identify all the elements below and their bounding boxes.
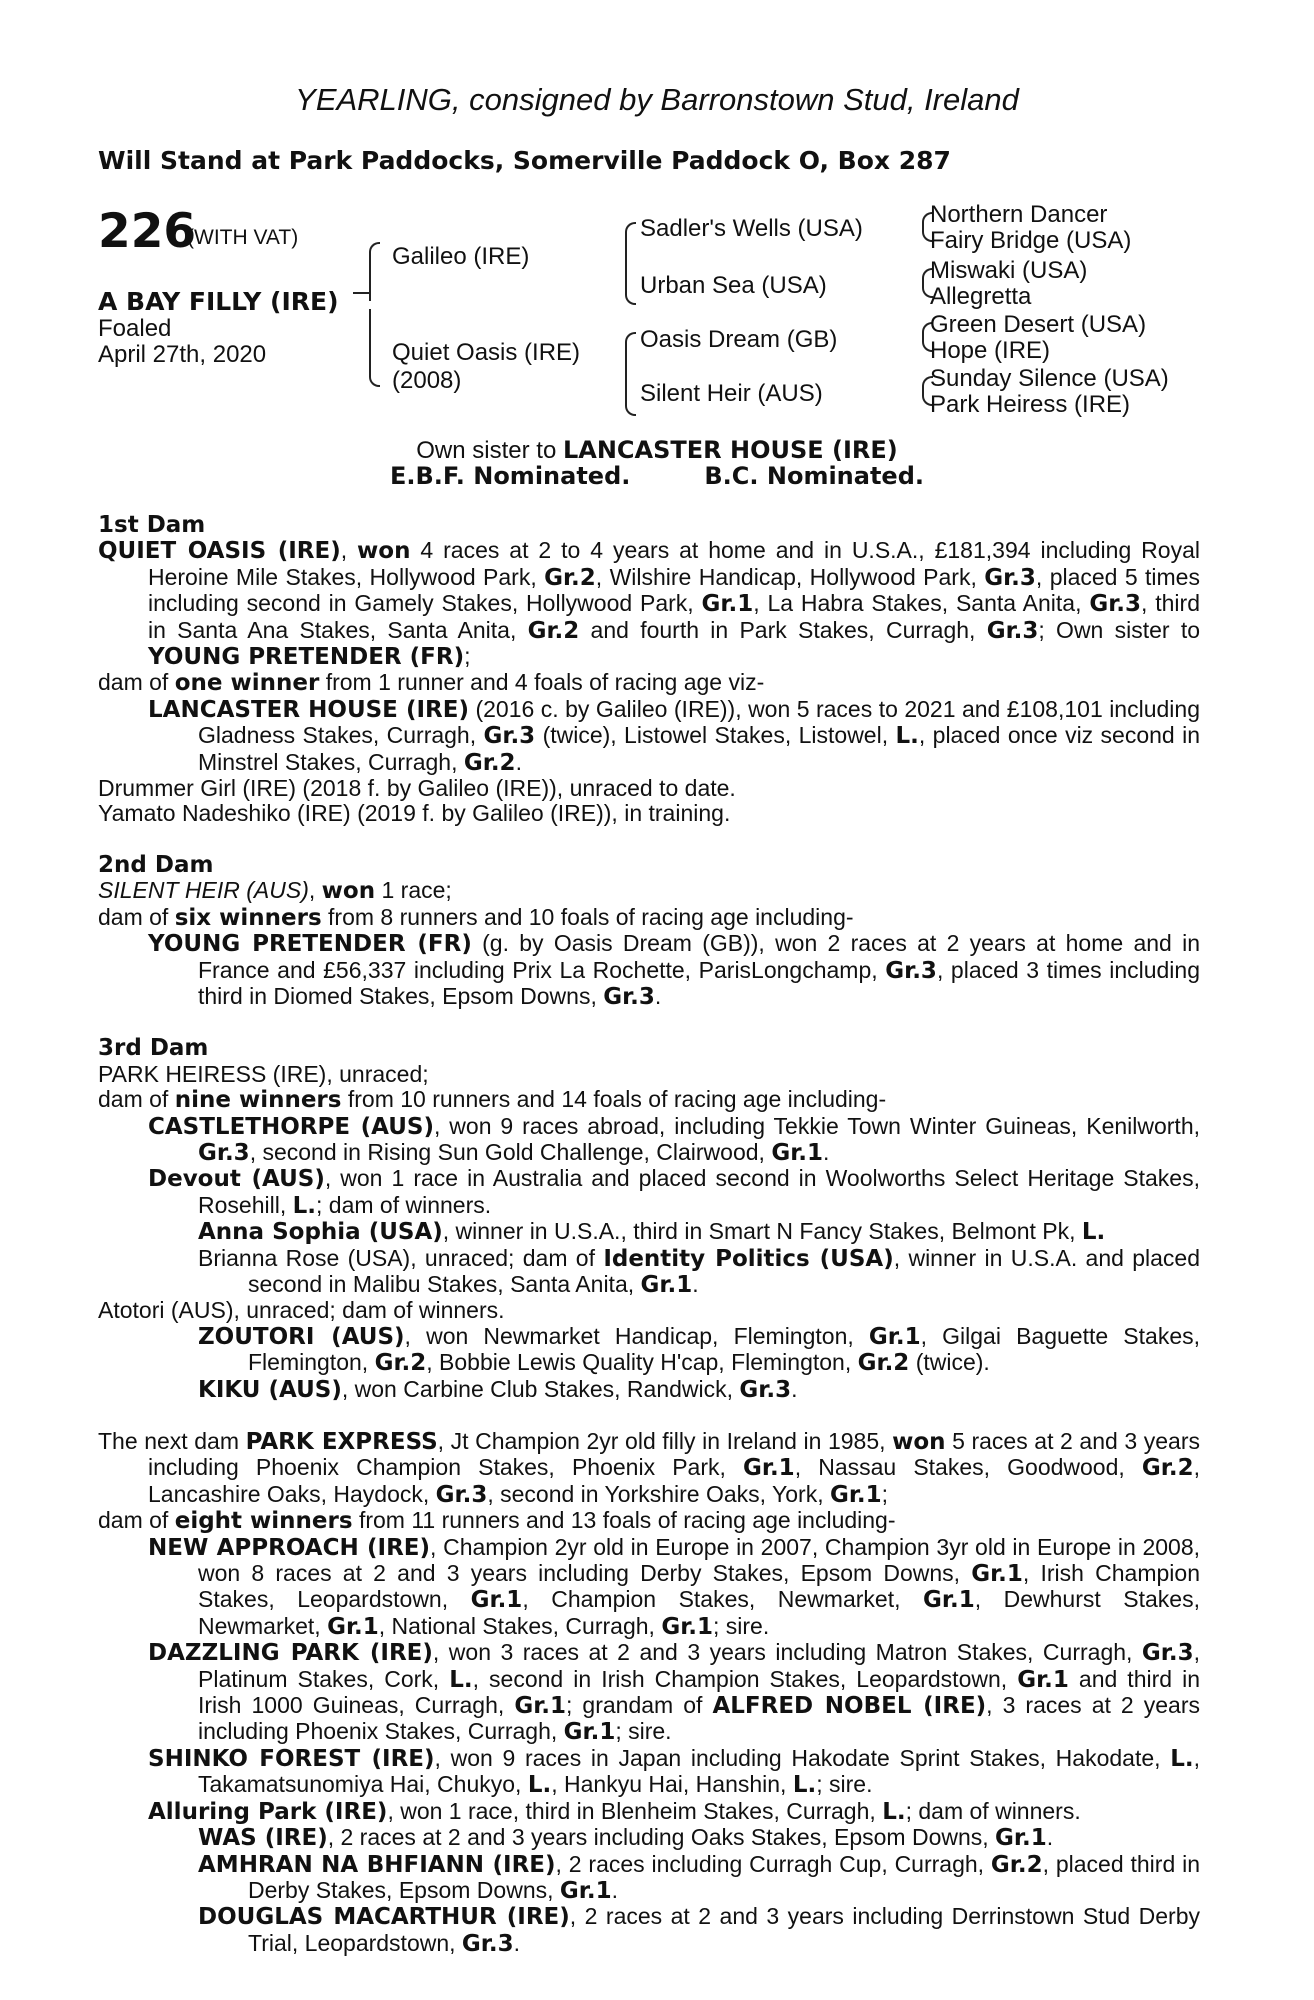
brace-sire-dam bbox=[625, 266, 636, 305]
bold-run: Gr.1 bbox=[661, 1613, 713, 1640]
pedigree-entry bbox=[98, 1166, 1200, 1219]
pedigree-dam-sire: Oasis Dream (GB) bbox=[640, 326, 838, 353]
vat-note: (WITH VAT) bbox=[187, 226, 299, 249]
pedigree-g3-7: Sunday Silence (USA) bbox=[930, 365, 1169, 392]
bold-run: YOUNG PRETENDER (FR) bbox=[148, 644, 465, 671]
text-run: from 11 runners and 13 foals of racing age including- bbox=[352, 1507, 896, 1534]
bold-run: Gr.1 bbox=[470, 1587, 523, 1614]
bold-run: Gr.3 bbox=[461, 1930, 514, 1957]
bold-run: won bbox=[892, 1429, 946, 1455]
pedigree-entry bbox=[98, 1825, 1200, 1851]
text-run: , won 9 races in Japan including Hakodate Sprint Stakes, Hakodate, bbox=[434, 1744, 1171, 1771]
text-run: , Nassau Stakes, Goodwood, bbox=[794, 1454, 1142, 1481]
own-sister-prefix: Own sister to bbox=[416, 437, 563, 464]
ebf-nominated: E.B.F. Nominated. bbox=[389, 462, 631, 490]
bold-run: Anna Sophia (USA) bbox=[198, 1219, 443, 1246]
bold-run: KIKU (AUS) bbox=[198, 1376, 342, 1403]
text-run: , Lancashire Oaks, Haydock, bbox=[148, 1454, 1200, 1507]
pedigree-entry bbox=[98, 1535, 1200, 1641]
pedigree-sire: Galileo (IRE) bbox=[392, 243, 530, 270]
pedigree-entry bbox=[98, 1799, 1200, 1825]
text-run: Atotori (AUS), unraced; dam of winners. bbox=[98, 1297, 505, 1324]
pedigree-entry bbox=[98, 801, 1200, 826]
pedigree-entry bbox=[98, 1246, 1200, 1299]
pedigree-entry bbox=[98, 1324, 1200, 1377]
bold-run: SHINKO FOREST (IRE) bbox=[148, 1745, 435, 1772]
bold-run: Gr.1 bbox=[1017, 1666, 1069, 1693]
pedigree-g3-2: Fairy Bridge (USA) bbox=[930, 227, 1132, 254]
bold-run: Gr.3 bbox=[885, 957, 937, 984]
text-run: , Takamatsunomiya Hai, Chukyo, bbox=[198, 1744, 1201, 1798]
text-run: ; grandam of bbox=[566, 1692, 713, 1719]
pedigree-entry bbox=[98, 878, 1200, 904]
bold-run: Gr.3 bbox=[739, 1376, 792, 1403]
bold-run: one winner bbox=[174, 670, 320, 697]
bold-run: L. bbox=[792, 1772, 817, 1799]
own-sister-name: LANCASTER HOUSE (IRE) bbox=[562, 436, 898, 464]
pedigree-g3-6: Hope (IRE) bbox=[930, 337, 1051, 364]
bold-run: nine winners bbox=[174, 1087, 342, 1114]
text-run: , placed once viz second in Minstrel Stakes, Curragh, bbox=[198, 722, 1201, 775]
text-run: SILENT HEIR (AUS) bbox=[98, 877, 309, 904]
text-run: , third in Santa Ana Stakes, Santa Anita, bbox=[148, 590, 1200, 643]
bold-run: Gr.3 bbox=[435, 1481, 488, 1508]
text-run: , Hankyu Hai, Hanshin, bbox=[551, 1771, 793, 1798]
brace-sire-sire bbox=[625, 222, 636, 269]
foaled-date: Foaled April 27th, 2020 bbox=[98, 315, 267, 368]
bold-run: Gr.1 bbox=[514, 1693, 566, 1720]
text-run: PARK HEIRESS (IRE), unraced; bbox=[98, 1060, 429, 1087]
text-run: . bbox=[823, 1138, 830, 1165]
pedigree-entry bbox=[98, 1377, 1200, 1403]
section-gap bbox=[98, 1403, 1200, 1429]
text-run: , won 9 races abroad, including Tekkie Town Winter Guineas, Kenilworth, bbox=[433, 1112, 1201, 1139]
text-run: 1 race; bbox=[375, 877, 452, 904]
text-run: Drummer Girl (IRE) (2018 f. by Galileo (IRE)), unraced to date. bbox=[98, 775, 736, 802]
pedigree-g3-3: Miswaki (USA) bbox=[930, 257, 1088, 284]
text-run: ; dam of winners. bbox=[905, 1797, 1081, 1824]
bold-run: Gr.1 bbox=[923, 1587, 975, 1614]
text-run: dam of bbox=[98, 1507, 175, 1534]
pedigree-entry bbox=[98, 1640, 1200, 1746]
bold-run: DOUGLAS MACARTHUR (IRE) bbox=[198, 1904, 570, 1931]
pedigree-entry bbox=[98, 1062, 1200, 1087]
text-run: dam of bbox=[98, 669, 175, 696]
bold-run: LANCASTER HOUSE (IRE) bbox=[148, 696, 469, 723]
bold-run: NEW APPROACH (IRE) bbox=[148, 1534, 431, 1561]
pedigree-entry bbox=[98, 1852, 1200, 1905]
bold-run: Gr.2 bbox=[527, 617, 580, 644]
text-run: , National Stakes, Curragh, bbox=[378, 1612, 662, 1639]
text-run: , placed third in Derby Stakes, Epsom Downs, bbox=[248, 1850, 1200, 1903]
bold-run: Gr.1 bbox=[971, 1561, 1023, 1588]
text-run: ; Own sister to bbox=[1038, 616, 1201, 643]
text-run: ; sire. bbox=[816, 1771, 873, 1798]
text-run: , winner in U.S.A. and placed second in Malibu Stakes, Santa Anita, bbox=[248, 1244, 1200, 1297]
bold-run: CASTLETHORPE (AUS) bbox=[148, 1113, 434, 1140]
consignment-title: YEARLING, consigned by Barronstown Stud, Ireland bbox=[295, 82, 1019, 117]
pedigree-entry bbox=[98, 1219, 1200, 1245]
text-run: and fourth in Park Stakes, Curragh, bbox=[579, 616, 987, 643]
text-run: from 1 runner and 4 foals of racing age viz- bbox=[319, 669, 765, 696]
pedigree-entry bbox=[98, 1114, 1200, 1167]
section-heading: 1st Dam bbox=[98, 512, 206, 538]
bold-run: Gr.2 bbox=[990, 1851, 1043, 1878]
bold-run: YOUNG PRETENDER (FR) bbox=[148, 931, 472, 958]
text-run: 5 races at 2 and 3 years including Phoenix Champion Stakes, Phoenix Park, bbox=[148, 1428, 1200, 1481]
bold-run: Gr.2 bbox=[374, 1350, 427, 1377]
text-run: (2016 c. by Galileo (IRE)), won 5 races to 2021 and £108,101 including Gladness Stakes, Curragh, bbox=[198, 695, 1200, 749]
stand-location: Will Stand at Park Paddocks, Somerville Paddock O, Box 287 bbox=[98, 146, 951, 175]
pedigree-entry bbox=[98, 1087, 1200, 1113]
bc-nominated: B.C. Nominated. bbox=[704, 462, 925, 490]
bold-run: Gr.1 bbox=[829, 1481, 882, 1508]
pedigree-sire-sire: Sadler's Wells (USA) bbox=[640, 215, 863, 242]
bold-run: Gr.1 bbox=[771, 1139, 823, 1166]
brace-tip-first bbox=[353, 292, 369, 294]
bold-run: Gr.3 bbox=[986, 617, 1039, 644]
pedigree-entry bbox=[98, 538, 1200, 670]
bold-run: Gr.3 bbox=[198, 1139, 250, 1166]
text-run: ; bbox=[881, 1480, 889, 1507]
brace-dam-dam bbox=[625, 376, 636, 416]
text-run: , 2 races including Curragh Cup, Curragh, bbox=[555, 1850, 991, 1877]
pedigree-entry bbox=[98, 670, 1200, 696]
bold-run: PARK EXPRESS bbox=[245, 1429, 438, 1455]
text-run: , placed 5 times including second in Gamely Stakes, Hollywood Park, bbox=[148, 563, 1200, 617]
bold-run: Gr.1 bbox=[701, 591, 754, 618]
text-run: . bbox=[1046, 1824, 1054, 1851]
bold-run: Gr.3 bbox=[1141, 1640, 1194, 1667]
text-run: , Irish Champion Stakes, Leopardstown, bbox=[198, 1560, 1200, 1613]
text-run: ; bbox=[464, 643, 471, 670]
bold-run: Gr.3 bbox=[603, 983, 655, 1010]
pedigree-dam-dam: Silent Heir (AUS) bbox=[640, 380, 823, 407]
text-run: , second in Rising Sun Gold Challenge, Clairwood, bbox=[249, 1138, 772, 1165]
section-gap bbox=[98, 1010, 1200, 1036]
pedigree-dam-year: (2008) bbox=[392, 367, 462, 394]
bold-run: L. bbox=[449, 1666, 473, 1693]
text-run: , won 1 race, third in Blenheim Stakes, Curragh, bbox=[387, 1797, 883, 1824]
pedigree-entry bbox=[98, 776, 1200, 801]
text-run: , Champion 2yr old in Europe in 2007, Champion 3yr old in Europe in 2008, won 8 races at 2 and 3 years including Derby Stakes, Epsom Downs, bbox=[198, 1533, 1200, 1587]
section-heading: 3rd Dam bbox=[98, 1035, 209, 1062]
bold-run: Gr.1 bbox=[995, 1825, 1047, 1852]
pedigree-g3-5: Green Desert (USA) bbox=[930, 311, 1147, 338]
bold-run: Gr.1 bbox=[640, 1271, 693, 1298]
section-gap bbox=[98, 827, 1200, 853]
bold-run: WAS (IRE) bbox=[198, 1825, 328, 1852]
bold-run: QUIET OASIS (IRE) bbox=[98, 538, 341, 565]
text-run: , placed 3 times including third in Diomed Stakes, Epsom Downs, bbox=[198, 956, 1200, 1009]
bold-run: Gr.2 bbox=[544, 564, 596, 591]
bold-run: L. bbox=[1170, 1745, 1194, 1772]
bold-run: six winners bbox=[174, 904, 322, 931]
bold-run: eight winners bbox=[174, 1508, 353, 1535]
text-run: 4 races at 2 to 4 years at home and in U.S.A., £181,394 including Royal Heroine Mile Stakes, Hollywood Park, bbox=[148, 537, 1200, 590]
text-run: , won 3 races at 2 and 3 years including Matron Stakes, Curragh, bbox=[432, 1639, 1142, 1666]
text-run: , Platinum Stakes, Cork, bbox=[198, 1639, 1200, 1692]
text-run: , Bobbie Lewis Quality H'cap, Flemington, bbox=[426, 1349, 858, 1376]
bold-run: Gr.3 bbox=[984, 564, 1036, 591]
text-run: , bbox=[340, 537, 358, 564]
pedigree-body bbox=[98, 513, 1200, 1957]
bold-run: Gr.1 bbox=[563, 1719, 616, 1746]
text-run: and third in Irish 1000 Guineas, Curragh, bbox=[198, 1665, 1200, 1719]
pedigree-entry bbox=[98, 1508, 1200, 1534]
text-run: (g. by Oasis Dream (GB)), won 2 races at 2 years at home and in France and £56,337 including Prix La Rochette, ParisLongchamp, bbox=[198, 930, 1200, 983]
text-run: , 2 races at 2 and 3 years including Derrinstown Stud Derby Trial, Leopardstown, bbox=[248, 1903, 1200, 1956]
bold-run: Gr.3 bbox=[483, 723, 536, 750]
text-run: (twice), Listowel Stakes, Listowel, bbox=[535, 722, 896, 749]
pedigree-entry bbox=[98, 697, 1200, 776]
text-run: , 2 races at 2 and 3 years including Oaks Stakes, Epsom Downs, bbox=[327, 1824, 996, 1851]
brace-dam-sire bbox=[625, 332, 636, 379]
lot-number: 226 bbox=[98, 204, 197, 259]
text-run: , won Carbine Club Stakes, Randwick, bbox=[341, 1375, 740, 1402]
pedigree-entry bbox=[98, 1429, 1200, 1508]
bold-run: L. bbox=[292, 1192, 317, 1219]
text-run: The next dam bbox=[98, 1428, 246, 1454]
text-run: ; sire. bbox=[615, 1718, 672, 1745]
text-run: . bbox=[515, 748, 522, 775]
text-run: , Champion Stakes, Newmarket, bbox=[522, 1586, 924, 1613]
bold-run: Devout (AUS) bbox=[148, 1166, 325, 1193]
bold-run: Gr.2 bbox=[857, 1350, 910, 1377]
horse-name: A BAY FILLY (IRE) bbox=[98, 287, 339, 316]
text-run: dam of bbox=[98, 1086, 175, 1113]
bold-run: Identity Politics (USA) bbox=[603, 1245, 894, 1272]
bold-run: Gr.1 bbox=[559, 1877, 612, 1904]
section-heading: 2nd Dam bbox=[98, 851, 214, 878]
text-run: . bbox=[692, 1270, 699, 1297]
pedigree-entry bbox=[98, 905, 1200, 931]
text-run: . bbox=[654, 982, 662, 1009]
nominations bbox=[0, 463, 1314, 489]
text-run: , second in Irish Champion Stakes, Leopardstown, bbox=[472, 1665, 1018, 1692]
text-run: , Jt Champion 2yr old filly in Ireland in 1985, bbox=[437, 1428, 893, 1454]
pedigree-entry bbox=[98, 1746, 1200, 1799]
text-run: . bbox=[513, 1929, 520, 1956]
pedigree-g3-4: Allegretta bbox=[930, 283, 1032, 310]
text-run: . bbox=[611, 1876, 618, 1903]
text-run: , won 1 race in Australia and placed second in Woolworths Select Heritage Stakes, Rosehill, bbox=[198, 1165, 1200, 1218]
bold-run: Gr.2 bbox=[463, 749, 516, 776]
bold-run: won bbox=[357, 538, 411, 565]
text-run: ; dam of winners. bbox=[316, 1191, 492, 1218]
bold-run: AMHRAN NA BHFIANN (IRE) bbox=[198, 1851, 556, 1878]
pedigree-g3-8: Park Heiress (IRE) bbox=[930, 391, 1131, 418]
text-run: ; sire. bbox=[713, 1612, 770, 1639]
bold-run: L. bbox=[1081, 1219, 1106, 1246]
pedigree-dam: Quiet Oasis (IRE) bbox=[392, 339, 581, 366]
text-run: from 8 runners and 10 foals of racing age including- bbox=[321, 903, 854, 930]
text-run: , Dewhurst Stakes, Newmarket, bbox=[198, 1586, 1200, 1639]
text-run: . bbox=[791, 1375, 798, 1402]
pedigree-sire-dam: Urban Sea (USA) bbox=[640, 272, 827, 299]
pedigree-entry bbox=[98, 1904, 1200, 1957]
text-run: , La Habra Stakes, Santa Anita, bbox=[753, 590, 1090, 617]
brace-dam bbox=[369, 309, 380, 387]
bold-run: L. bbox=[527, 1772, 552, 1799]
bold-run: Gr.1 bbox=[868, 1323, 921, 1350]
text-run: , 3 races at 2 years including Phoenix Stakes, Curragh, bbox=[198, 1692, 1200, 1745]
bold-run: Gr.1 bbox=[327, 1613, 379, 1640]
bold-run: L. bbox=[895, 723, 919, 750]
bold-run: L. bbox=[882, 1798, 906, 1825]
text-run: , won Newmarket Handicap, Flemington, bbox=[404, 1322, 869, 1349]
text-run: from 10 runners and 14 foals of racing age including- bbox=[341, 1086, 887, 1113]
bold-run: ALFRED NOBEL (IRE) bbox=[712, 1693, 987, 1720]
bold-run: ZOUTORI (AUS) bbox=[198, 1323, 405, 1350]
text-run: Brianna Rose (USA), unraced; dam of bbox=[198, 1244, 604, 1271]
text-run: , second in Yorkshire Oaks, York, bbox=[487, 1480, 830, 1507]
bold-run: Gr.2 bbox=[1141, 1455, 1194, 1482]
text-run: , Wilshire Handicap, Hollywood Park, bbox=[595, 563, 985, 590]
pedigree-g3-1: Northern Dancer bbox=[930, 201, 1108, 228]
bold-run: Gr.3 bbox=[1089, 591, 1141, 618]
own-sister-note bbox=[0, 437, 1314, 464]
brace-sire bbox=[369, 242, 380, 301]
bold-run: Gr.1 bbox=[743, 1455, 795, 1482]
text-run: (twice). bbox=[909, 1349, 990, 1376]
text-run: Yamato Nadeshiko (IRE) (2019 f. by Galileo (IRE)), in training. bbox=[98, 800, 731, 827]
bold-run: won bbox=[321, 878, 376, 905]
pedigree-entry bbox=[98, 931, 1200, 1010]
pedigree-entry bbox=[98, 1298, 1200, 1323]
bold-run: Alluring Park (IRE) bbox=[148, 1798, 388, 1825]
bold-run: DAZZLING PARK (IRE) bbox=[148, 1640, 433, 1667]
text-run: , bbox=[308, 877, 322, 904]
text-run: dam of bbox=[98, 903, 175, 930]
text-run: , winner in U.S.A., third in Smart N Fancy Stakes, Belmont Pk, bbox=[442, 1218, 1082, 1245]
text-run: , Gilgai Baguette Stakes, Flemington, bbox=[248, 1322, 1201, 1376]
